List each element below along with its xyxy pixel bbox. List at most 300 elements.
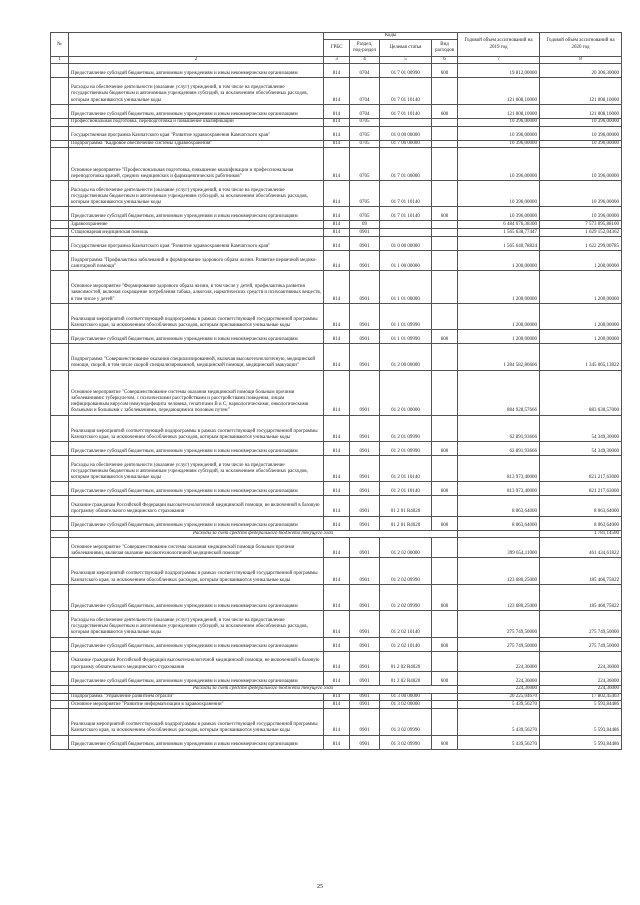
row-razdel: 0704 [350, 64, 380, 78]
row-number-cell [51, 303, 69, 329]
row-number-cell [51, 455, 69, 481]
row-csr: 01 2 01 R4020 [380, 516, 432, 530]
row-vr: 600 [432, 584, 458, 610]
row-csr: 01 0 00 00000 [380, 236, 432, 250]
table-row [51, 330, 622, 344]
row-amount-2020: 1 200,00000 [540, 330, 622, 344]
row-amount-2019: 123 680,25000 [458, 558, 540, 584]
row-grbs: 814 [324, 538, 350, 558]
row-amount-2020: 1 629 152,04362 [540, 229, 622, 237]
row-vr: 600 [432, 441, 458, 455]
row-vr [432, 558, 458, 584]
table-row [51, 685, 622, 693]
row-number-cell [51, 538, 69, 558]
row-vr: 600 [432, 330, 458, 344]
table-row [51, 148, 622, 181]
row-amount-2020: 821 217,63000 [540, 482, 622, 496]
table-row [51, 221, 622, 229]
row-amount-2019: 275 749,50000 [458, 611, 540, 637]
table-row [51, 207, 622, 221]
table-row [51, 104, 622, 118]
row-amount-2020: 10 396,00000 [540, 207, 622, 221]
row-csr: 01 2 01 09990 [380, 441, 432, 455]
row-name: Стационарная медицинская помощь [69, 229, 324, 237]
row-grbs: 814 [324, 330, 350, 344]
row-amount-2019: 5 439,56270 [458, 735, 540, 749]
row-amount-2019: 121 008,10000 [458, 104, 540, 118]
row-name: Предоставление субсидий бюджетным, автономным учреждениям и иным некоммерческим организациям [69, 441, 324, 455]
row-razdel: 0901 [350, 611, 380, 637]
row-amount-2020: 821 217,63000 [540, 455, 622, 481]
row-vr [432, 303, 458, 329]
table-row [51, 584, 622, 610]
row-name: Профессиональная подготовка, переподготовка и повышение квалификации [69, 118, 324, 126]
row-csr: 01 2 01 09990 [380, 415, 432, 441]
row-razdel: 0901 [350, 482, 380, 496]
row-amount-2020: 8 063,64000 [540, 496, 622, 516]
row-amount-2020: 10 396,00000 [540, 140, 622, 148]
row-csr: 01 1 01 09990 [380, 330, 432, 344]
row-amount-2019: 6 484 676,38300 [458, 221, 540, 229]
row-name: Оказание гражданам Российской Федерации высокотехнологичной медицинской помощи, не включенной в базовую программу обязательного медицинского страхования [69, 496, 324, 516]
row-name: Предоставление субсидий бюджетным, автономным учреждениям и иным некоммерческим организациям [69, 516, 324, 530]
row-vr [432, 271, 458, 304]
row-grbs: 814 [324, 126, 350, 140]
row-csr: 01 7 01 10140 [380, 78, 432, 104]
header-year1: Годовой объем ассигнований на 2019 год [458, 33, 540, 57]
row-number-cell [51, 709, 69, 735]
row-grbs: 814 [324, 441, 350, 455]
row-number-cell [51, 584, 69, 610]
table-row [51, 344, 622, 370]
table-row [51, 530, 622, 538]
header-index: 5 [380, 57, 432, 64]
row-amount-2020: 20 306,30000 [540, 64, 622, 78]
row-amount-2019: 5 439,56270 [458, 709, 540, 735]
row-vr [432, 538, 458, 558]
row-vr [432, 148, 458, 181]
row-vr: 600 [432, 482, 458, 496]
row-razdel: 0901 [350, 735, 380, 749]
row-grbs: 814 [324, 207, 350, 221]
row-csr: 01 3 02 09990 [380, 735, 432, 749]
row-amount-2020: 5 593,84486 [540, 709, 622, 735]
row-grbs: 814 [324, 271, 350, 304]
row-number-cell [51, 685, 69, 693]
row-vr [432, 180, 458, 206]
row-amount-2020: 8 063,64000 [540, 516, 622, 530]
row-vr [432, 118, 458, 126]
row-number-cell [51, 148, 69, 181]
table-row [51, 126, 622, 140]
row-name: Основное мероприятие "Совершенствование системы оказания медицинской помощи больным прочими заболеваниями: туберкулезом, с психическими расстройствами и расстройствами поведения, лицам инфицированным вирусом иммунодефицита человека, гепатитами В и С, наркологическими, онкологическими больными и больными с заболеваниями, передающимися половым путем" [69, 370, 324, 415]
row-grbs: 814 [324, 104, 350, 118]
row-csr: 01 2 01 00000 [380, 370, 432, 415]
row-csr [380, 118, 432, 126]
row-razdel: 0901 [350, 330, 380, 344]
row-name: Государственная программа Камчатского края "Развитие здравоохранения Камчатского края" [69, 126, 324, 140]
header-name [69, 33, 324, 57]
row-amount-2019: 10 396,00000 [458, 207, 540, 221]
row-razdel: 0901 [350, 558, 380, 584]
row-vr: 600 [432, 516, 458, 530]
row-csr: 01 7 01 00000 [380, 148, 432, 181]
row-name: Предоставление субсидий бюджетным, автономным учреждениям и иным некоммерческим организациям [69, 330, 324, 344]
row-name: Реализация мероприятий соответствующей подпрограммы в рамках соответствующей государственной программы Камчатского края, за исключением обособленных расходов, которым присваиваются уникальные коды [69, 558, 324, 584]
row-amount-2020: 185 460,75822 [540, 558, 622, 584]
row-number-cell [51, 482, 69, 496]
row-amount-2019: 20 225,04670 [458, 693, 540, 701]
row-name: Предоставление субсидий бюджетным, автономным учреждениям и иным некоммерческим организациям [69, 482, 324, 496]
row-grbs: 814 [324, 118, 350, 126]
row-grbs: 814 [324, 236, 350, 250]
row-note: Расходы за счет средств федерального бюджета текущего года [69, 530, 458, 538]
row-amount-2020: 1 200,00000 [540, 250, 622, 270]
row-csr: 01 2 01 R4020 [380, 496, 432, 516]
row-grbs: 814 [324, 651, 350, 671]
header-index: 1 [51, 57, 69, 64]
row-vr [432, 236, 458, 250]
row-vr [432, 370, 458, 415]
row-grbs: 814 [324, 558, 350, 584]
row-csr: 01 2 02 R4020 [380, 671, 432, 685]
row-amount-2020: 1 345 065,13822 [540, 344, 622, 370]
row-number-cell [51, 701, 69, 709]
row-number-cell [51, 64, 69, 78]
row-name: Расходы на обеспечение деятельности (оказание услуг) учреждений, в том числе на предоставление государственным бюджетным и автономным учреждениям субсидий, за исключением обособленных расходов, которым присваиваются уникальные коды [69, 455, 324, 481]
row-amount-2020: 10 396,00000 [540, 180, 622, 206]
header-index: 8 [540, 57, 622, 64]
row-grbs: 814 [324, 415, 350, 441]
table-row [51, 415, 622, 441]
row-number-cell [51, 735, 69, 749]
row-razdel: 0901 [350, 236, 380, 250]
table-row [51, 236, 622, 250]
row-number-cell [51, 207, 69, 221]
row-csr: 01 3 00 00000 [380, 693, 432, 701]
row-csr: 01 2 02 09990 [380, 558, 432, 584]
row-csr: 01 7 00 00000 [380, 140, 432, 148]
row-vr [432, 140, 458, 148]
table-row [51, 701, 622, 709]
row-vr [432, 229, 458, 237]
table-row [51, 271, 622, 304]
table-row [51, 482, 622, 496]
row-razdel: 0901 [350, 516, 380, 530]
row-number-cell [51, 651, 69, 671]
row-grbs: 814 [324, 180, 350, 206]
table-row [51, 538, 622, 558]
row-amount-2019: 121 008,10000 [458, 78, 540, 104]
row-number-cell [51, 516, 69, 530]
row-amount-2019: 1 565 640,78824 [458, 236, 540, 250]
row-name: Основное мероприятие "Развитие информатизации в здравоохранении" [69, 701, 324, 709]
row-name: Подпрограмма "Совершенствование оказания специализированной, включая высокотехнологичную, медицинской помощи, скорой, в том числе скорой специализированной, медицинской помощи, медицинской эвакуации" [69, 344, 324, 370]
row-vr [432, 126, 458, 140]
row-amount-2020: 185 460,75822 [540, 584, 622, 610]
row-amount-2020: 17 802,45463 [540, 693, 622, 701]
row-amount-2020: 121 008,10000 [540, 78, 622, 104]
row-amount-2020: 275 749,50000 [540, 611, 622, 637]
row-grbs: 814 [324, 516, 350, 530]
row-csr: 01 0 00 00000 [380, 126, 432, 140]
row-amount-2020: 224,36000 [540, 671, 622, 685]
row-amount-2019: 224,36000 [458, 651, 540, 671]
row-amount-2019: 10 396,00000 [458, 140, 540, 148]
row-name: Предоставление субсидий бюджетным, автономным учреждениям и иным некоммерческим организациям [69, 735, 324, 749]
row-grbs: 814 [324, 693, 350, 701]
row-amount-2020: 5 593,84486 [540, 701, 622, 709]
table-row [51, 250, 622, 270]
row-amount-2019: 5 439,56270 [458, 701, 540, 709]
row-amount-2019: 1 200,00000 [458, 303, 540, 329]
row-grbs: 814 [324, 221, 350, 229]
header-index-row [51, 57, 622, 64]
row-razdel: 0705 [350, 148, 380, 181]
row-csr [380, 221, 432, 229]
row-name: Оказание гражданам Российской Федерации высокотехнологичной медицинской помощи, не включенной в базовую программу обязательного медицинского страхования [69, 651, 324, 671]
table-row [51, 64, 622, 78]
row-vr [432, 344, 458, 370]
row-csr: 01 7 01 00990 [380, 64, 432, 78]
row-number-cell [51, 271, 69, 304]
table-body [51, 64, 622, 749]
row-number-cell [51, 370, 69, 415]
row-amount-2020: 1 200,00000 [540, 303, 622, 329]
header-csr: Целевая статья [380, 40, 432, 57]
row-csr: 01 2 02 10140 [380, 611, 432, 637]
row-csr: 01 3 02 09990 [380, 709, 432, 735]
row-amount-2019: 62 891,93666 [458, 441, 540, 455]
row-razdel: 0901 [350, 693, 380, 701]
row-vr: 600 [432, 637, 458, 651]
row-grbs: 814 [324, 482, 350, 496]
row-number-cell [51, 78, 69, 104]
row-razdel: 0901 [350, 370, 380, 415]
row-vr [432, 221, 458, 229]
row-grbs: 814 [324, 148, 350, 181]
row-amount-2019: 19 812,00000 [458, 64, 540, 78]
row-grbs: 814 [324, 701, 350, 709]
row-name: Реализация мероприятий соответствующей подпрограммы в рамках соответствующей государственной программы Камчатского края, за исключением обособленных расходов, которым присваиваются уникальные коды [69, 415, 324, 441]
row-amount-2019: 123 680,25000 [458, 584, 540, 610]
row-csr: 01 7 01 10140 [380, 207, 432, 221]
row-grbs: 814 [324, 78, 350, 104]
table-row [51, 651, 622, 671]
row-vr [432, 415, 458, 441]
row-number-cell [51, 344, 69, 370]
table-row [51, 709, 622, 735]
row-name: Реализация мероприятий соответствующей подпрограммы в рамках соответствующей государственной программы Камчатского края, за исключением обособленных расходов, которым присваиваются уникальные коды [69, 303, 324, 329]
row-number-cell [51, 330, 69, 344]
row-amount-2020: 1 781,14500 [540, 530, 622, 538]
row-name: Предоставление субсидий бюджетным, автономным учреждениям и иным некоммерческим организациям [69, 207, 324, 221]
row-amount-2019: 10 396,00000 [458, 180, 540, 206]
header-year2: Годовой объем ассигнований на 2020 год [540, 33, 622, 57]
row-name: Расходы на обеспечение деятельности (оказание услуг) учреждений, в том числе на предоставление государственным бюджетным и автономным учреждениям субсидий, за исключением обособленных расходов, которым присваиваются уникальные коды [69, 180, 324, 206]
row-amount-2020: 1 200,00000 [540, 271, 622, 304]
row-vr [432, 78, 458, 104]
row-number-cell [51, 671, 69, 685]
row-number-cell [51, 140, 69, 148]
row-number-cell [51, 250, 69, 270]
row-amount-2020: 10 396,00000 [540, 126, 622, 140]
row-razdel: 0705 [350, 118, 380, 126]
row-amount-2020: 10 396,00000 [540, 118, 622, 126]
header-index: 4 [350, 57, 380, 64]
row-amount-2019: 8 063,64000 [458, 516, 540, 530]
row-name: Предоставление субсидий бюджетным, автономным учреждениям и иным некоммерческим организациям [69, 584, 324, 610]
header-vr: Вид расходов [432, 40, 458, 57]
row-razdel: 0901 [350, 584, 380, 610]
row-vr [432, 611, 458, 637]
row-name: Расходы на обеспечение деятельности (оказание услуг) учреждений, в том числе на предоставление государственным бюджетным и автономным учреждениям субсидий, за исключением обособленных расходов, которым присваиваются уникальные коды [69, 78, 324, 104]
row-number-cell [51, 236, 69, 250]
row-csr: 01 2 01 10140 [380, 455, 432, 481]
row-razdel: 0901 [350, 271, 380, 304]
row-grbs: 814 [324, 229, 350, 237]
row-grbs: 814 [324, 370, 350, 415]
header-razdel: Раздел, под-раздел [350, 40, 380, 57]
row-csr: 01 2 02 09990 [380, 584, 432, 610]
row-grbs: 814 [324, 637, 350, 651]
row-name: Реализация мероприятий соответствующей подпрограммы в рамках соответствующей государственной программы Камчатского края, за исключением обособленных расходов, которым присваиваются уникальные коды [69, 709, 324, 735]
row-csr: 01 2 02 00000 [380, 538, 432, 558]
header-index: 7 [458, 57, 540, 64]
row-number-cell [51, 180, 69, 206]
row-vr [432, 701, 458, 709]
header-codes: Коды [324, 33, 458, 40]
table-row [51, 693, 622, 701]
row-grbs: 814 [324, 709, 350, 735]
row-number-cell [51, 221, 69, 229]
row-amount-2019: 224,36000 [458, 671, 540, 685]
row-razdel: 0704 [350, 78, 380, 104]
row-razdel: 0705 [350, 207, 380, 221]
row-number-cell [51, 611, 69, 637]
row-amount-2019: 62 891,93666 [458, 415, 540, 441]
row-grbs: 814 [324, 250, 350, 270]
row-grbs: 814 [324, 611, 350, 637]
row-amount-2020: 54 349,30000 [540, 441, 622, 455]
row-vr: 600 [432, 207, 458, 221]
row-amount-2020: 1 622 299,00785 [540, 236, 622, 250]
row-grbs: 814 [324, 344, 350, 370]
row-amount-2019: 884 928,57666 [458, 370, 540, 415]
row-name: Здравоохранение [69, 221, 324, 229]
row-number-cell [51, 229, 69, 237]
table-row [51, 611, 622, 637]
row-amount-2019: 1 284 582,86666 [458, 344, 540, 370]
row-grbs: 814 [324, 303, 350, 329]
page-number: 25 [317, 884, 323, 890]
row-amount-2019: 10 396,00000 [458, 118, 540, 126]
row-vr: 600 [432, 671, 458, 685]
row-name: Подпрограмма "Профилактика заболеваний и формирование здорового образа жизни. Развитие первичной медико-санитарной помощи" [69, 250, 324, 270]
row-vr: 600 [432, 735, 458, 749]
table-row [51, 180, 622, 206]
row-name: Подпрограмма "Кадровое обеспечение системы здравоохранения" [69, 140, 324, 148]
row-grbs: 814 [324, 64, 350, 78]
row-number-cell [51, 496, 69, 516]
row-amount-2019: 813 973,40000 [458, 482, 540, 496]
row-number-cell [51, 415, 69, 441]
row-razdel: 0901 [350, 538, 380, 558]
table-row [51, 118, 622, 126]
row-amount-2020: 121 008,10000 [540, 104, 622, 118]
row-grbs: 814 [324, 584, 350, 610]
table-row [51, 496, 622, 516]
row-amount-2019: 1 565 638,77447 [458, 229, 540, 237]
row-note: Расходы за счет средств федерального бюджета текущего года [69, 685, 458, 693]
row-csr: 01 7 01 10140 [380, 180, 432, 206]
row-name: Предоставление субсидий бюджетным, автономным учреждениям и иным некоммерческим организациям [69, 671, 324, 685]
table-row [51, 516, 622, 530]
row-razdel: 0705 [350, 126, 380, 140]
row-number-cell [51, 693, 69, 701]
row-razdel: 0901 [350, 709, 380, 735]
row-name: Государственная программа Камчатского края "Развитие здравоохранения Камчатского края" [69, 236, 324, 250]
row-amount-2019: 1 200,00000 [458, 271, 540, 304]
row-razdel: 0704 [350, 104, 380, 118]
row-vr: 600 [432, 104, 458, 118]
row-number-cell [51, 558, 69, 584]
row-razdel: 0705 [350, 180, 380, 206]
row-amount-2020: 461 434,61822 [540, 538, 622, 558]
row-name: Предоставление субсидий бюджетным, автономным учреждениям и иным некоммерческим организациям [69, 104, 324, 118]
row-csr: 01 3 02 00000 [380, 701, 432, 709]
row-razdel: 0901 [350, 651, 380, 671]
row-grbs: 814 [324, 671, 350, 685]
row-vr: 600 [432, 64, 458, 78]
row-name: Подпрограмма "Управление развитием отрасли" [69, 693, 324, 701]
header-index: 6 [432, 57, 458, 64]
row-amount-2019: 224,36000 [458, 685, 540, 693]
row-csr [380, 229, 432, 237]
row-name: Предоставление субсидий бюджетным, автономным учреждениям и иным некоммерческим организациям [69, 637, 324, 651]
row-razdel: 0901 [350, 250, 380, 270]
row-amount-2019: 813 973,40000 [458, 455, 540, 481]
row-name: Основное мероприятие "Формирование здорового образа жизни, в том числе у детей, профилактика развития зависимостей, включая сокращение потребления табака, алкоголя, наркотических средств и психоактивных веществ, в том числе у детей" [69, 271, 324, 304]
row-vr [432, 651, 458, 671]
row-amount-2020: 54 349,30000 [540, 415, 622, 441]
row-csr: 01 7 01 10140 [380, 104, 432, 118]
row-razdel: 0901 [350, 415, 380, 441]
table-row [51, 140, 622, 148]
header-num: № [51, 33, 69, 57]
row-amount-2020: 883 630,57000 [540, 370, 622, 415]
row-name: Расходы на обеспечение деятельности (оказание услуг) учреждений, в том числе на предоставление государственным бюджетным и автономным учреждениям субсидий, за исключением обособленных расходов, которым присваиваются уникальные коды [69, 611, 324, 637]
row-amount-2019: 8 063,64000 [458, 496, 540, 516]
table-row [51, 671, 622, 685]
row-number-cell [51, 104, 69, 118]
table-row [51, 455, 622, 481]
row-number-cell [51, 441, 69, 455]
header-index: 2 [69, 57, 324, 64]
row-razdel: 0901 [350, 441, 380, 455]
row-csr: 01 2 02 10140 [380, 637, 432, 651]
table-row [51, 229, 622, 237]
row-vr [432, 455, 458, 481]
row-vr [432, 693, 458, 701]
table-row [51, 558, 622, 584]
row-amount-2020: 7 573 095,88100 [540, 221, 622, 229]
row-csr: 01 1 01 00000 [380, 271, 432, 304]
row-razdel: 0901 [350, 701, 380, 709]
row-amount-2019 [458, 530, 540, 538]
row-name: Предоставление субсидий бюджетным, автономным учреждениям и иным некоммерческим организациям [69, 64, 324, 78]
row-amount-2020: 275 749,50000 [540, 637, 622, 651]
